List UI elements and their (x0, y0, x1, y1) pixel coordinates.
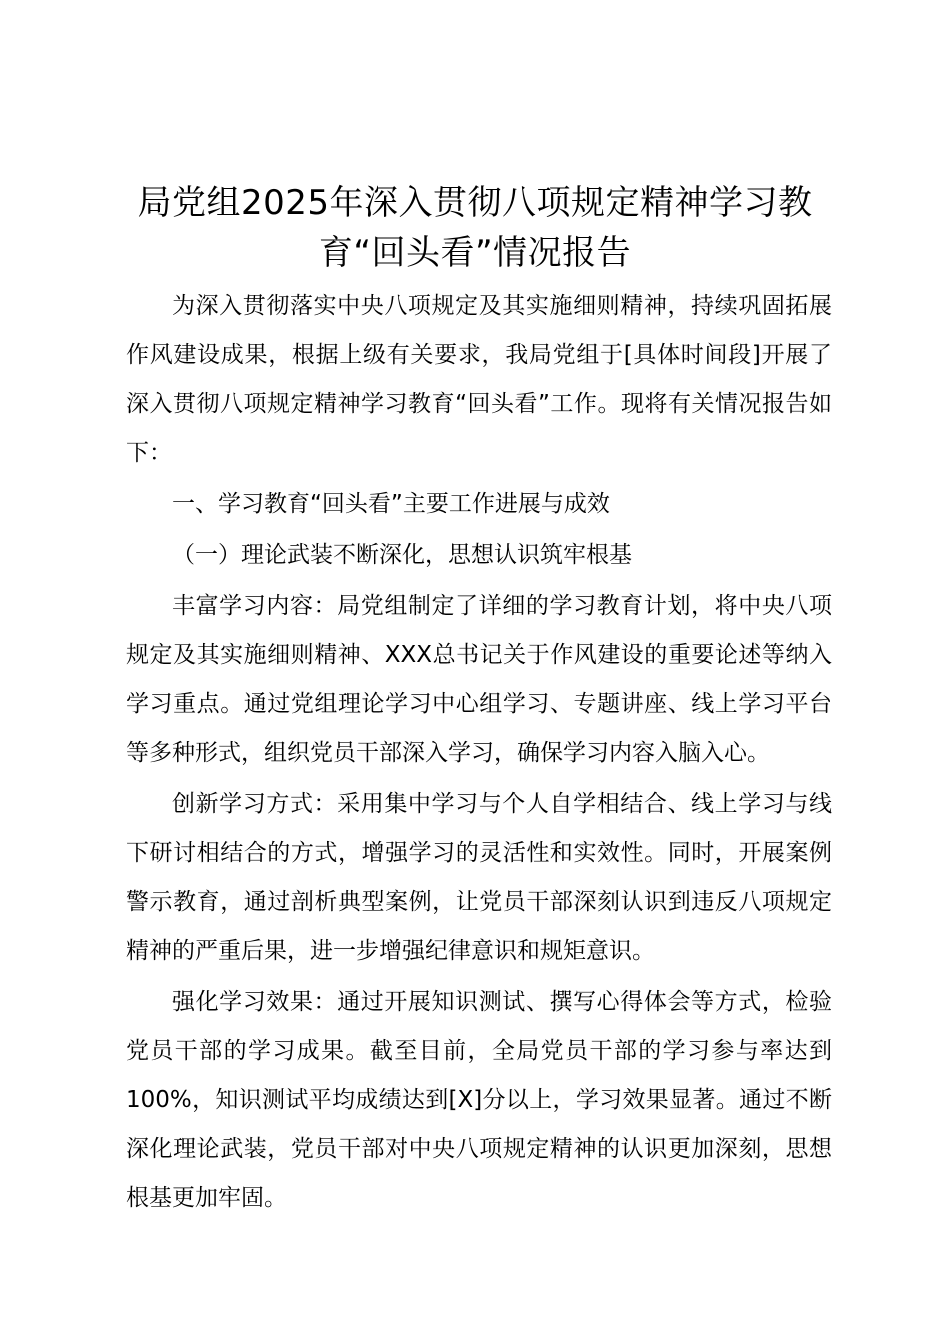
document-title: 局党组2025年深入贯彻八项规定精神学习教育“回头看”情况报告 (137, 183, 813, 273)
paragraph-rich-content: 丰富学习内容：局党组制定了详细的学习教育计划，将中央八项规定及其实施细则精神、XXX总书记关于作风建设的重要论述等纳入学习重点。通过党组理论学习中心组学习、专题讲座、线上学习平台等多种形式，组织党员干部深入学习，确保学习内容入脑入心。 (126, 593, 832, 766)
section-heading: 一、学习教育“回头看”主要工作进展与成效 (172, 491, 610, 517)
paragraph-effect: 强化学习效果：通过开展知识测试、撰写心得体会等方式，检验党员干部的学习成果。截至目前，全局党员干部的学习参与率达到100%，知识测试平均成绩达到[X]分以上，学习效果显著。通过不断深化理论武装，党员干部对中央八项规定精神的认识更加深刻，思想根基更加牢固。 (126, 989, 832, 1211)
paragraph-innovation: 创新学习方式：采用集中学习与个人自学相结合、线上学习与线下研讨相结合的方式，增强学习的灵活性和实效性。同时，开展案例警示教育，通过剖析典型案例，让党员干部深刻认识到违反八项规定精神的严重后果，进一步增强纪律意识和规矩意识。 (126, 791, 832, 964)
subsection-heading: （一）理论武装不断深化，思想认识筑牢根基 (172, 542, 632, 568)
document-body (126, 282, 832, 1225)
intro-paragraph: 为深入贯彻落实中央八项规定及其实施细则精神，持续巩固拓展作风建设成果，根据上级有关要求，我局党组于[具体时间段]开展了深入贯彻八项规定精神学习教育“回头看”工作。现将有关情况报告如下： (126, 293, 832, 466)
